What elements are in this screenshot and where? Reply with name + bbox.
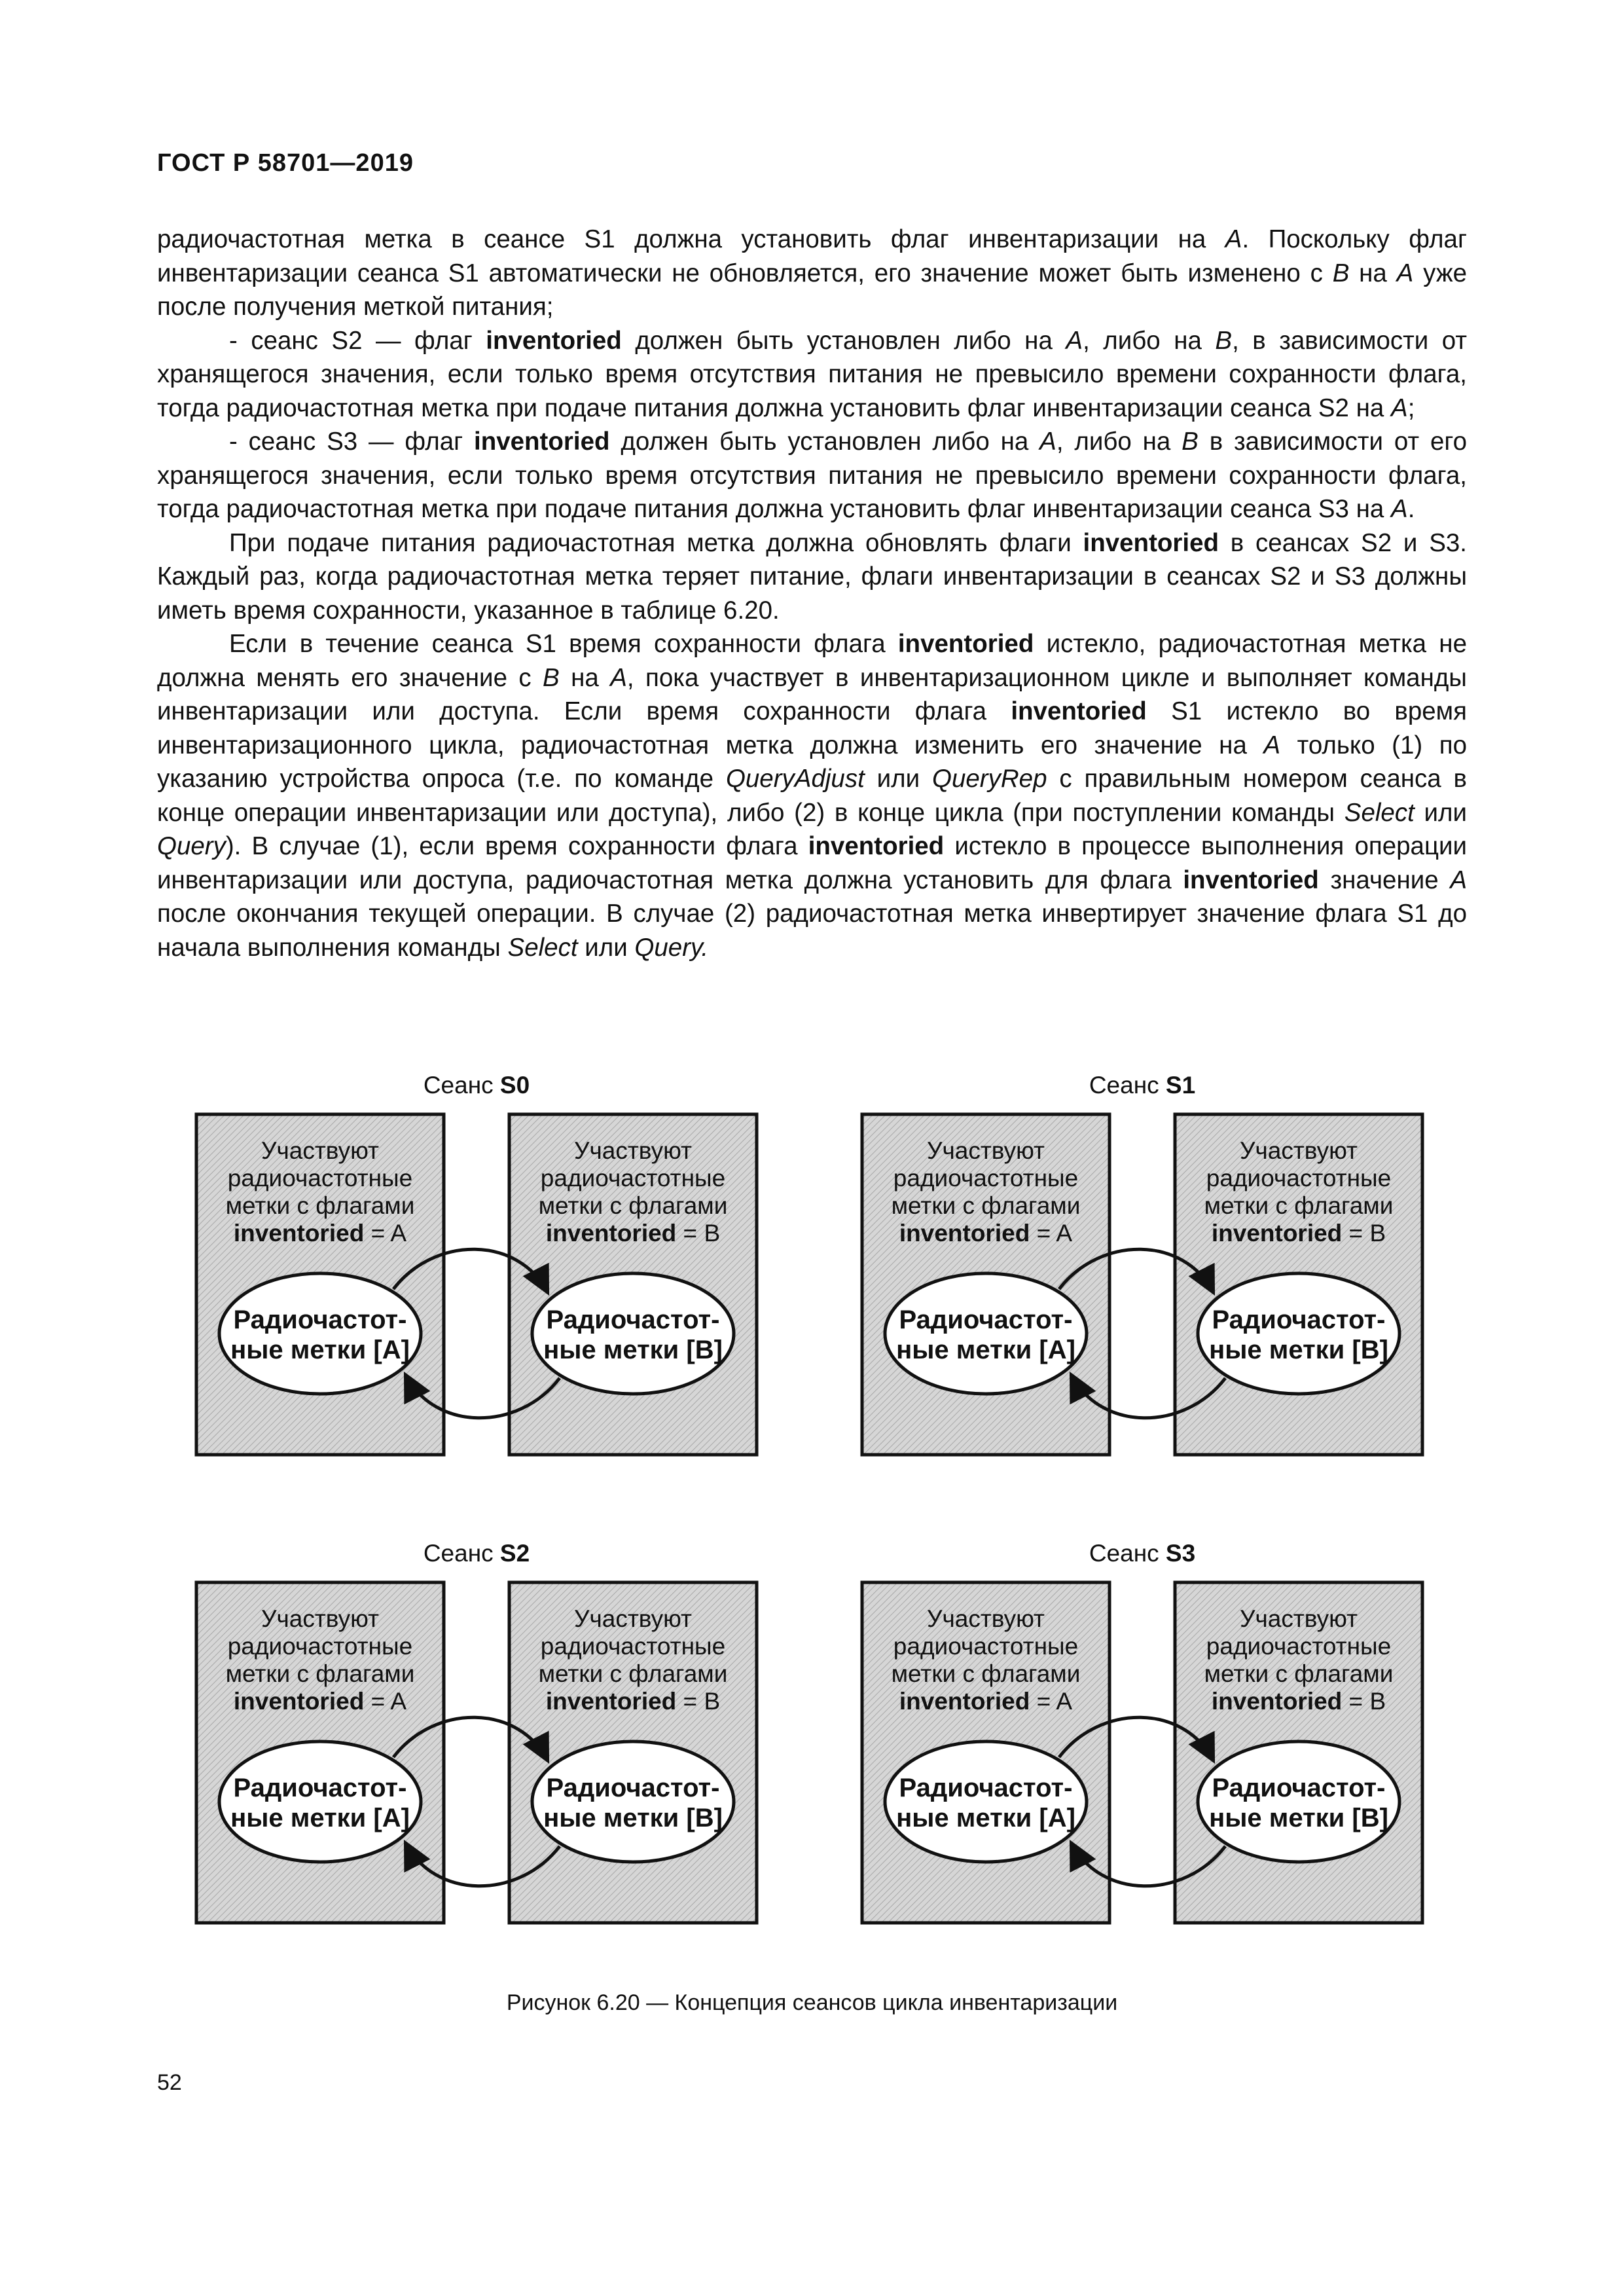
ellipse-label-line: Радиочастот- [899, 1305, 1073, 1334]
text-run: A [1450, 866, 1467, 894]
session-prefix: Сеанс [1089, 1540, 1166, 1567]
text-run: B [1215, 326, 1233, 355]
box-label-line: радиочастотные [227, 1633, 413, 1660]
text-run: A [1391, 495, 1408, 523]
document-header: ГОСТ Р 58701—2019 [157, 149, 414, 177]
paragraph [157, 526, 1467, 628]
flag-word: inventoried [545, 1220, 677, 1247]
text-run: ). В случае (1), если время сохранности флага [225, 832, 808, 860]
ellipse-label-line: ные метки [A] [230, 1336, 410, 1364]
text-run: должен быть установлен либо на [621, 326, 1066, 355]
text-run: inventoried [1183, 866, 1319, 894]
page-number: 52 [157, 2070, 182, 2095]
inventory-sessions-diagram [0, 1041, 1624, 2023]
text-run: , либо на [1056, 428, 1182, 456]
box-flag-label [546, 1688, 720, 1715]
flag-word: inventoried [1211, 1220, 1343, 1247]
text-run: A [610, 663, 627, 692]
box-label-line: Участвуют [573, 1137, 693, 1164]
ellipse-label-line: ные метки [A] [896, 1804, 1075, 1832]
text-run: B [1332, 259, 1350, 287]
text-run: . [1407, 495, 1415, 523]
text-run: inventoried [474, 428, 610, 456]
flag-value: = A [364, 1688, 407, 1715]
ellipse-label-line: ные метки [B] [543, 1804, 723, 1832]
session-id: S1 [1165, 1072, 1196, 1099]
session-prefix: Сеанс [423, 1072, 500, 1099]
session-title [424, 1072, 530, 1099]
paragraph [157, 627, 1467, 964]
flag-value: = B [1342, 1220, 1386, 1247]
text-run: A [1039, 428, 1056, 456]
text-run: A [1263, 731, 1281, 759]
box-label-line: Участвуют [926, 1605, 1045, 1632]
text-run: , в зависимости от хранящегося значения, если только время отсутствия питания не превысило времени сохранности флага, тогда радиочастотная метка при подаче питания должна установить флаг инвентаризации сеанса S2 на [157, 326, 1467, 422]
text-run: Query [157, 832, 226, 860]
ellipse-label-line: Радиочастот- [233, 1774, 407, 1802]
flag-word: inventoried [1211, 1688, 1343, 1715]
flag-word: inventoried [899, 1220, 1030, 1247]
session-s2 [196, 1540, 757, 1923]
flag-value: = A [364, 1220, 407, 1247]
box-label-line: метки с флагами [891, 1660, 1081, 1687]
paragraph [157, 324, 1467, 426]
text-run: B [543, 663, 560, 692]
session-id: S3 [1165, 1540, 1196, 1567]
session-title [1089, 1072, 1195, 1099]
ellipse-label-line: ные метки [B] [543, 1336, 723, 1364]
text-run: inventoried [1011, 697, 1147, 725]
text-run: ; [1407, 393, 1415, 422]
box-label-line: радиочастотные [540, 1633, 726, 1660]
flag-word: inventoried [233, 1220, 365, 1247]
figure-caption: Рисунок 6.20 — Концепция сеансов цикла инвентаризации [506, 1990, 1118, 2015]
text-run: с правильным номером сеанса в конце операции инвентаризации или доступа), либо (2) в конце цикла (при поступлении команды [157, 765, 1467, 827]
ellipse-label-line: Радиочастот- [546, 1305, 720, 1334]
text-run: , либо на [1083, 326, 1216, 355]
text-run: или [577, 933, 635, 962]
session-s3 [862, 1540, 1422, 1923]
ellipse-label-line: Радиочастот- [233, 1305, 407, 1334]
text-run: inventoried [1083, 528, 1219, 557]
text-run: после окончания текущей операции. В случае (2) радиочастотная метка инвертирует значение флага S1 до начала выполнения команды [157, 900, 1467, 962]
box-label-line: Участвуют [573, 1605, 693, 1632]
ellipse-label-line: ные метки [B] [1209, 1336, 1388, 1364]
box-flag-label [899, 1220, 1073, 1247]
text-run: При подаче питания радиочастотная метка должна обновлять флаги [229, 528, 1083, 557]
text-run: или [1414, 798, 1467, 827]
box-label-line: радиочастотные [1206, 1633, 1392, 1660]
text-run: радиочастотная метка в сеансе S1 должна установить флаг инвентаризации на [157, 225, 1225, 253]
text-run: или [864, 765, 933, 793]
session-id: S2 [499, 1540, 530, 1567]
box-flag-label [234, 1688, 407, 1715]
flag-value: = A [1030, 1688, 1073, 1715]
text-run: inventoried [486, 326, 622, 355]
box-flag-label [234, 1220, 407, 1247]
box-label-line: метки с флагами [225, 1192, 415, 1219]
figure-6-20 [0, 1041, 1624, 2023]
box-flag-label [1212, 1688, 1386, 1715]
text-run: уже после получения меткой питания; [157, 259, 1467, 321]
text-run: Если в течение сеанса S1 время сохранности флага [229, 630, 898, 658]
box-flag-label [546, 1220, 720, 1247]
text-run: Select [507, 933, 578, 962]
text-run: должен быть установлен либо на [609, 428, 1040, 456]
ellipse-label-line: ные метки [A] [230, 1804, 410, 1832]
text-run: только (1) по указанию устройства опроса (т.е. по команде [157, 731, 1467, 793]
text-run: QueryRep [932, 765, 1047, 793]
box-label-line: радиочастотные [893, 1633, 1079, 1660]
text-run: Select [1344, 798, 1415, 827]
box-label-line: Участвуют [261, 1137, 380, 1164]
flag-word: inventoried [899, 1688, 1030, 1715]
text-run: inventoried [808, 832, 945, 860]
box-label-line: радиочастотные [1206, 1165, 1392, 1192]
text-run: A [1225, 225, 1242, 253]
text-run: на [559, 663, 611, 692]
box-flag-label [1212, 1220, 1386, 1247]
ellipse-label-line: Радиочастот- [546, 1774, 720, 1802]
session-s0 [196, 1072, 757, 1455]
ellipse-label-line: Радиочастот- [1212, 1774, 1386, 1802]
session-title [424, 1540, 530, 1567]
text-run: - сеанс S3 — флаг [229, 428, 474, 456]
paragraph [157, 425, 1467, 526]
text-run: на [1349, 259, 1397, 287]
session-s1 [862, 1072, 1422, 1455]
box-label-line: радиочастотные [227, 1165, 413, 1192]
text-run: истекло, радиочастотная метка не должна менять его значение с [157, 630, 1467, 692]
flag-word: inventoried [545, 1688, 677, 1715]
ellipse-label-line: ные метки [B] [1209, 1804, 1388, 1832]
ellipse-label-line: Радиочастот- [899, 1774, 1073, 1802]
session-id: S0 [499, 1072, 530, 1099]
box-label-line: Участвуют [926, 1137, 1045, 1164]
ellipse-label-line: ные метки [A] [896, 1336, 1075, 1364]
text-run: inventoried [897, 630, 1034, 658]
text-run: истекло в процессе выполнения операции инвентаризации или доступа, радиочастотная метка должна установить для флага [157, 832, 1468, 894]
box-label-line: метки с флагами [225, 1660, 415, 1687]
box-flag-label [899, 1688, 1073, 1715]
box-label-line: Участвуют [1239, 1137, 1358, 1164]
text-run: B [1182, 428, 1199, 456]
text-run: - сеанс S2 — флаг [229, 326, 486, 355]
text-run: S1 истекло во время инвентаризационного цикла, радиочастотная метка должна изменить его значение на [157, 697, 1467, 759]
session-title [1089, 1540, 1195, 1567]
text-run: в сеансах S2 и S3. Каждый раз, когда радиочастотная метка теряет питание, флаги инвентаризации в сеансах S2 и S3 должны иметь время сохранности, указанное в таблице 6.20. [157, 528, 1467, 625]
session-prefix: Сеанс [1089, 1072, 1166, 1099]
text-run: QueryAdjust [725, 765, 865, 793]
box-label-line: Участвуют [261, 1605, 380, 1632]
text-run: A [1066, 326, 1083, 355]
box-label-line: радиочастотные [893, 1165, 1079, 1192]
text-run: , пока участвует в инвентаризационном цикле и выполняет команды инвентаризации или доступа. Если время сохранности флага [157, 663, 1467, 725]
box-label-line: Участвуют [1239, 1605, 1358, 1632]
text-run: значение [1318, 866, 1451, 894]
text-run: A [1391, 393, 1408, 422]
body-text [157, 223, 1467, 964]
ellipse-label-line: Радиочастот- [1212, 1305, 1386, 1334]
box-label-line: радиочастотные [540, 1165, 726, 1192]
flag-value: = A [1030, 1220, 1073, 1247]
box-label-line: метки с флагами [538, 1192, 728, 1219]
flag-value: = B [676, 1688, 721, 1715]
text-run: в зависимости от его хранящегося значения, если только время отсутствия питания не превысило времени сохранности флага, тогда радиочастотная метка при подаче питания должна установить флаг инвентаризации сеанса S3 на [157, 428, 1467, 523]
session-prefix: Сеанс [423, 1540, 500, 1567]
text-run: . Поскольку флаг инвентаризации сеанса S1 автоматически не обновляется, его значение может быть изменено с [157, 225, 1467, 287]
box-label-line: метки с флагами [538, 1660, 728, 1687]
text-run: Query. [634, 933, 709, 962]
box-label-line: метки с флагами [891, 1192, 1081, 1219]
box-label-line: метки с флагами [1204, 1192, 1394, 1219]
box-label-line: метки с флагами [1204, 1660, 1394, 1687]
paragraph [157, 223, 1467, 324]
flag-value: = B [1342, 1688, 1386, 1715]
flag-word: inventoried [233, 1688, 365, 1715]
text-run: A [1396, 259, 1414, 287]
flag-value: = B [676, 1220, 721, 1247]
